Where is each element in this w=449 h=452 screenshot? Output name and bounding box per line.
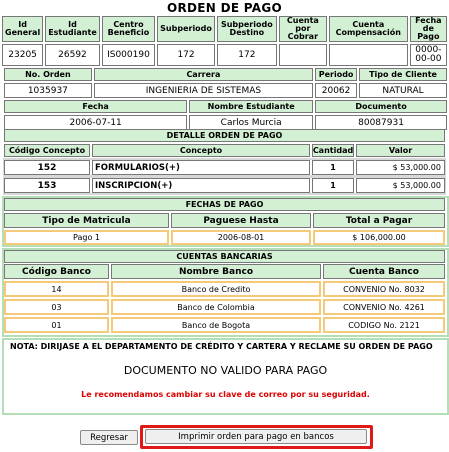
fechas-total: $ 106,000.00: [313, 230, 445, 245]
table-row: [4, 178, 445, 193]
header-documento: Documento: [315, 100, 447, 113]
detalle-header-concepto: Concepto: [92, 144, 310, 157]
page-title: ORDEN DE PAGO: [166, 1, 283, 15]
value-periodo: 20062: [315, 83, 357, 98]
value-carrera: INGENIERIA DE SISTEMAS: [94, 83, 313, 98]
detalle-header-cantidad: Cantidad: [312, 146, 354, 155]
header-subperiodo: Subperiodo: [157, 16, 215, 42]
fechas-header-hasta: Paguese Hasta: [171, 213, 311, 228]
header-fecha: Fecha: [4, 100, 187, 113]
header-id-estudiante: Id Estudiante: [45, 16, 100, 42]
detalle-cantidad: 1: [312, 160, 354, 175]
back-button[interactable]: Regresar: [80, 430, 138, 445]
table-row: [4, 230, 445, 245]
print-order-button[interactable]: Imprimir orden para pago en bancos: [145, 429, 367, 444]
header-carrera: Carrera: [94, 68, 313, 81]
header-cuenta-por-cobrar: Cuenta por Cobrar: [279, 16, 327, 42]
detalle-header-valor: Valor: [356, 144, 445, 157]
fechas-header-row: [4, 213, 445, 228]
invalid-document-text: DOCUMENTO NO VALIDO PARA PAGO: [123, 364, 328, 377]
cuentas-cuenta: CODIGO No. 2121: [323, 317, 445, 333]
detalle-header-row: [4, 144, 445, 157]
header-fecha-pago: Fecha de Pago: [410, 16, 447, 42]
fechas-tipo: Pago 1: [4, 230, 169, 245]
fechas-hasta: 2006-08-01: [171, 230, 311, 245]
fechas-title: FECHAS DE PAGO: [4, 198, 445, 211]
fechas-header-tipo: Tipo de Matricula: [4, 213, 169, 228]
detalle-codigo: 153: [4, 178, 90, 193]
detalle-concepto: FORMULARIOS(+): [92, 160, 310, 175]
cuentas-header-row: [4, 264, 445, 279]
value-documento: 80087931: [315, 115, 447, 130]
value-centro-beneficio: IS000190: [102, 44, 155, 66]
detalle-valor: $ 53,000.00: [356, 178, 445, 193]
header-subperiodo-destino: Subperiodo Destino: [217, 16, 277, 42]
cuentas-title: CUENTAS BANCARIAS: [4, 250, 445, 263]
cuentas-nombre: Banco de Credito: [111, 281, 321, 297]
fechas-header-total: Total a Pagar: [313, 213, 445, 228]
cuentas-header-cuenta: Cuenta Banco: [323, 264, 445, 279]
cuentas-codigo: 14: [4, 281, 109, 297]
table-row: [4, 281, 445, 297]
detalle-cantidad: 1: [312, 178, 354, 193]
value-tipo-cliente: NATURAL: [359, 83, 447, 98]
cuentas-codigo: 01: [4, 317, 109, 333]
header-no-orden: No. Orden: [4, 68, 92, 81]
value-fecha: 2006-07-11: [4, 115, 187, 130]
cuentas-nombre: Banco de Bogota: [111, 317, 321, 333]
value-no-orden: 1035937: [4, 83, 92, 98]
header-id-general: Id General: [2, 16, 43, 42]
value-subperiodo-destino: 172: [217, 44, 277, 66]
password-warning-text: Le recomendamos cambiar su clave de correo por su seguridad.: [81, 390, 370, 399]
value-fecha-pago: 0000-00-00: [410, 44, 447, 66]
header-nombre-estudiante: Nombre Estudiante: [189, 100, 313, 113]
header-periodo: Periodo: [315, 68, 357, 81]
value-id-general: 23205: [2, 44, 43, 66]
cuentas-cuenta: CONVENIO No. 8032: [323, 281, 445, 297]
value-id-estudiante: 26592: [45, 44, 100, 66]
detalle-header-codigo: Código Concepto: [4, 144, 90, 157]
value-cuenta-por-cobrar: [279, 44, 327, 66]
value-subperiodo: 172: [157, 44, 215, 66]
header-cuenta-compensacion: Cuenta Compensación: [329, 16, 408, 42]
cuentas-cuenta: CONVENIO No. 4261: [323, 299, 445, 315]
cuentas-header-nombre: Nombre Banco: [111, 264, 321, 279]
table-row: [4, 299, 445, 315]
note-box: [2, 338, 449, 415]
cuentas-nombre: Banco de Colombia: [111, 299, 321, 315]
detalle-codigo: 152: [4, 160, 90, 175]
table-row: [4, 160, 445, 175]
detalle-valor: $ 53,000.00: [356, 160, 445, 175]
cuentas-codigo: 03: [4, 299, 109, 315]
header-tipo-cliente: Tipo de Cliente: [359, 68, 447, 81]
value-nombre-estudiante: Carlos Murcia: [189, 115, 313, 130]
detalle-concepto: INSCRIPCION(+): [92, 178, 310, 193]
detalle-title: DETALLE ORDEN DE PAGO: [4, 129, 445, 142]
cuentas-header-codigo: Código Banco: [4, 264, 109, 279]
header-centro-beneficio: Centro Beneficio: [102, 16, 155, 42]
note-text: NOTA: DIRIJASE A EL DEPARTAMENTO DE CRÉDITO Y CARTERA Y RECLAME SU ORDEN DE PAGO: [10, 342, 433, 351]
value-cuenta-compensacion: [329, 44, 408, 66]
general-info-table: [0, 14, 449, 68]
table-row: [4, 317, 445, 333]
order-info-table: [2, 66, 449, 132]
